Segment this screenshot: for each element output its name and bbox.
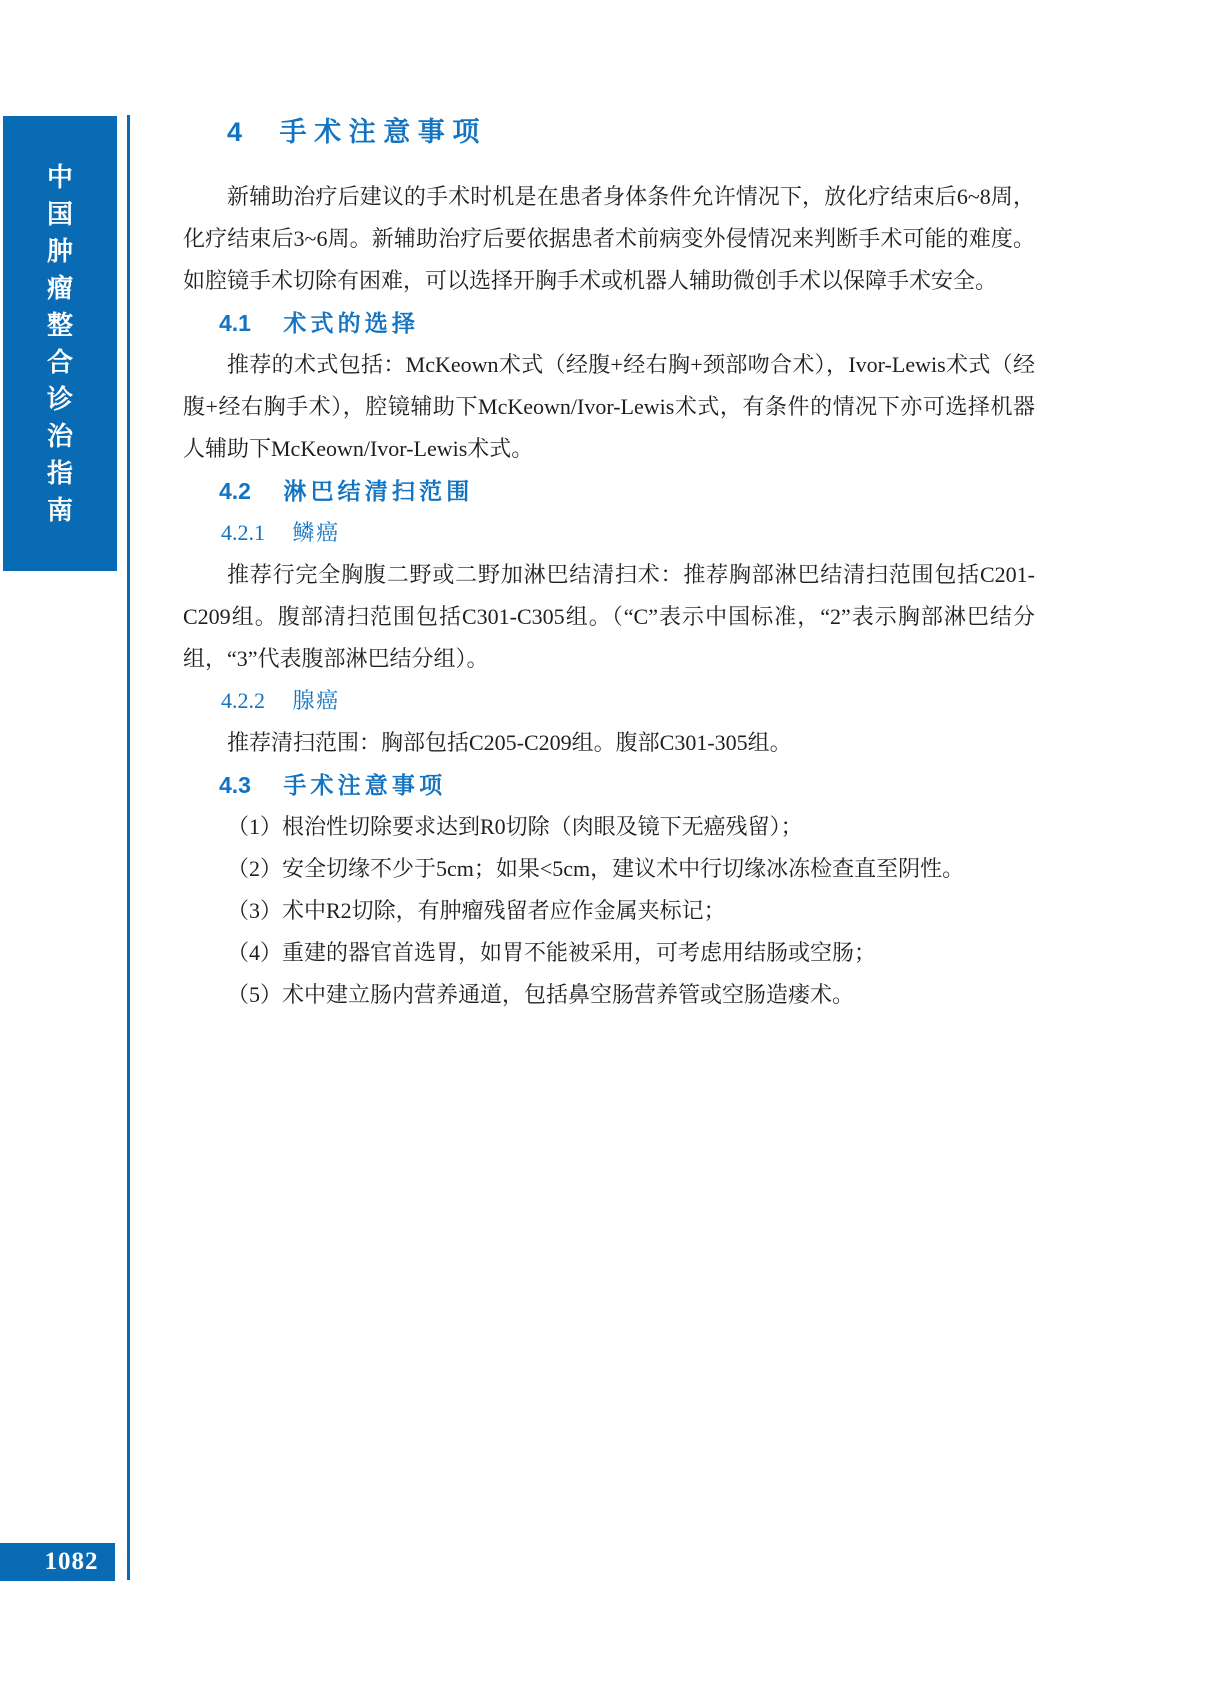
book-title-banner xyxy=(3,116,117,571)
vertical-divider xyxy=(127,115,130,1580)
book-title-char: 治 xyxy=(46,421,73,451)
section-title: 鳞癌 xyxy=(292,520,341,545)
section-heading-4-3 xyxy=(183,764,1035,806)
section-heading-4-2-2 xyxy=(183,680,1035,722)
intro-paragraph: 新辅助治疗后建议的手术时机是在患者身体条件允许情况下，放化疗结束后6~8周，化疗结束后3~6周。新辅助治疗后要依据患者术前病变外侵情况来判断手术可能的难度。如腔镜手术切除有困难，可以选择开胸手术或机器人辅助微创手术以保障手术安全。 xyxy=(183,184,1035,293)
section-number: 4.3 xyxy=(219,772,251,798)
list-item-1: （1）根治性切除要求达到R0切除（肉眼及镜下无癌残留）； xyxy=(227,814,803,839)
list-item-3: （3）术中R2切除，有肿瘤残留者应作金属夹标记； xyxy=(227,898,726,923)
section-title: 术式的选择 xyxy=(283,310,420,336)
section-title: 手术注意事项 xyxy=(279,117,487,147)
book-title-char: 瘤 xyxy=(46,273,73,303)
page-number: 1082 xyxy=(44,1548,99,1575)
section-number: 4.2.1 xyxy=(221,520,265,545)
section-4-1-paragraph: 推荐的术式包括：McKeown术式（经腹+经右胸+颈部吻合术），Ivor-Lewis术式（经腹+经右胸手术），腔镜辅助下McKeown/Ivor-Lewis术式，有条件的情况下亦可选择机器人辅助下McKeown/Ivor-Lewis术式。 xyxy=(183,352,1035,461)
section-heading-4-1 xyxy=(183,302,1035,344)
section-4-2-2-paragraph: 推荐清扫范围：胸部包括C205-C209组。腹部C301-305组。 xyxy=(227,730,792,755)
book-title-char: 合 xyxy=(46,347,73,377)
section-number: 4.2.2 xyxy=(221,688,265,713)
section-title: 手术注意事项 xyxy=(283,772,447,798)
book-title-char: 肿 xyxy=(46,236,73,266)
section-title: 淋巴结清扫范围 xyxy=(283,478,474,504)
section-title: 腺癌 xyxy=(292,688,341,713)
book-title-char: 整 xyxy=(46,310,73,340)
list-item-5: （5）术中建立肠内营养通道，包括鼻空肠营养管或空肠造瘘术。 xyxy=(227,982,855,1007)
book-title-char: 指 xyxy=(46,458,73,488)
section-heading-4-2 xyxy=(183,470,1035,512)
list-item-4: （4）重建的器官首选胃，如胃不能被采用，可考虑用结肠或空肠； xyxy=(227,940,877,965)
main-content xyxy=(183,0,1035,1016)
section-number: 4.2 xyxy=(219,478,251,504)
book-title-char: 诊 xyxy=(46,384,73,414)
section-number: 4 xyxy=(227,117,243,147)
list-item-2: （2）安全切缘不少于5cm；如果<5cm，建议术中行切缘冰冻检查直至阴性。 xyxy=(227,856,965,881)
page-number-box xyxy=(0,1543,115,1581)
book-title-char: 南 xyxy=(46,495,73,525)
section-heading-4 xyxy=(183,112,1035,152)
book-title-char: 中 xyxy=(46,162,73,192)
section-4-2-1-paragraph: 推荐行完全胸腹二野或二野加淋巴结清扫术：推荐胸部淋巴结清扫范围包括C201-C209组。腹部清扫范围包括C301-C305组。（“C”表示中国标准，“2”表示胸部淋巴结分组，“3”代表腹部淋巴结分组）。 xyxy=(183,562,1035,671)
section-number: 4.1 xyxy=(219,310,251,336)
section-heading-4-2-1 xyxy=(183,512,1035,554)
book-title-char: 国 xyxy=(46,199,73,229)
